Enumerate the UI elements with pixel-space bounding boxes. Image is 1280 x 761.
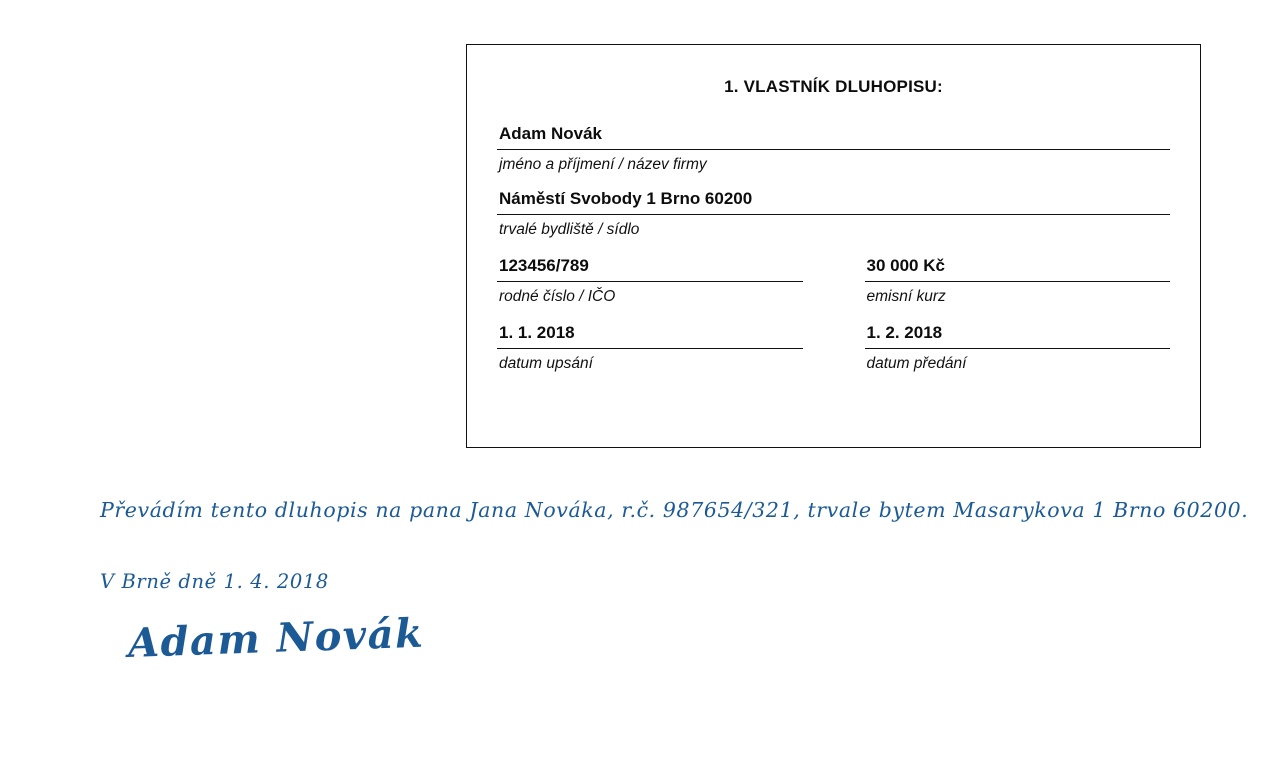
field-subscription-date-caption: datum upsání [499, 355, 593, 372]
field-birth-number-caption: rodné číslo / IČO [499, 288, 616, 305]
field-handover-date [865, 322, 1171, 374]
handwritten-place-and-date: V Brně dně 1. 4. 2018 [100, 570, 329, 593]
handwritten-transfer-note: Převádím tento dluhopis na pana Jana Nováka, r.č. 987654/321, trvale bytem Masarykova 1 Brno 60200. [100, 498, 1249, 522]
bond-owner-box [466, 44, 1201, 448]
field-subscription-date [497, 322, 803, 374]
spacer [497, 175, 1170, 188]
field-name [497, 123, 1170, 175]
field-address-value: Náměstí Svobody 1 Brno 60200 [499, 189, 753, 208]
owner-fields [497, 123, 1170, 374]
field-birth-number [497, 255, 803, 307]
field-birth-number-value: 123456/789 [499, 256, 589, 275]
field-issue-rate-value: 30 000 Kč [866, 256, 945, 275]
field-row-address [497, 188, 1170, 240]
spacer [497, 307, 1170, 322]
field-name-value: Adam Novák [499, 124, 602, 143]
field-handover-date-caption: datum předání [866, 355, 967, 372]
field-address [497, 188, 1170, 240]
field-handover-date-value: 1. 2. 2018 [866, 323, 943, 342]
field-row-dates [497, 322, 1170, 374]
spacer [497, 240, 1170, 255]
field-address-caption: trvalé bydliště / sídlo [499, 221, 640, 238]
handwritten-signature: Adam Novák [127, 609, 425, 667]
field-subscription-date-value: 1. 1. 2018 [499, 323, 575, 342]
bond-owner-box-title: 1. VLASTNÍK DLUHOPISU: [724, 77, 943, 96]
field-name-caption: jméno a příjmení / název firmy [499, 156, 707, 173]
field-row-name [497, 123, 1170, 175]
field-issue-rate-caption: emisní kurz [866, 288, 946, 305]
field-issue-rate [865, 255, 1171, 307]
field-row-birthnumber-issuerate [497, 255, 1170, 307]
